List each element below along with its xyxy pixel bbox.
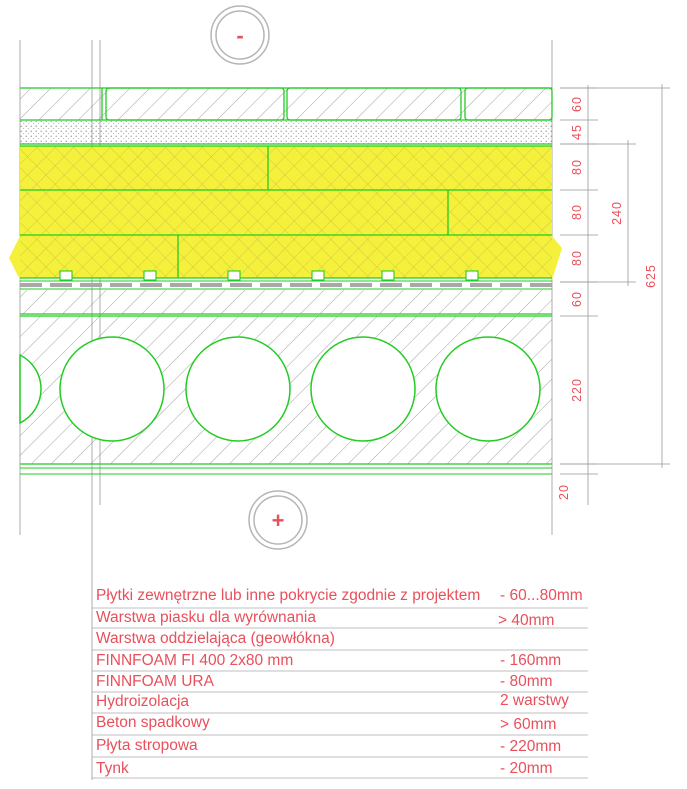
dim-ura: 80	[570, 250, 584, 266]
dim-fi-layer-2: 80	[570, 204, 584, 220]
sand-layer	[20, 121, 552, 144]
dim-slab: 220	[570, 378, 584, 402]
sloped-concrete-layer	[20, 290, 552, 314]
legend-name-finnfoam-ura: FINNFOAM URA	[96, 673, 214, 690]
legend-value-tiles: - 60...80mm	[500, 587, 583, 604]
legend-name-plaster: Tynk	[96, 760, 129, 777]
dim-plaster: 20	[557, 484, 571, 500]
dimension-labels	[557, 96, 658, 500]
tiles-layer	[20, 88, 552, 120]
legend-name-sloped-concrete: Beton spadkowy	[96, 714, 210, 731]
legend-name-sand: Warstwa piasku dla wyrównania	[96, 609, 316, 626]
insulation-layers	[9, 146, 562, 280]
legend-value-slab: - 220mm	[500, 738, 562, 755]
top-symbol-label: -	[236, 23, 244, 48]
dim-tiles: 60	[570, 96, 584, 112]
legend-value-sloped-concrete: > 60mm	[500, 716, 557, 733]
legend-value-finnfoam-ura: - 80mm	[500, 673, 553, 690]
bottom-symbol-label: +	[271, 508, 285, 533]
dim-concrete: 60	[570, 291, 584, 307]
legend-name-finnfoam-fi: FINNFOAM FI 400 2x80 mm	[96, 652, 294, 669]
dim-fi-layer-1: 80	[570, 159, 584, 175]
dim-sand: 45	[570, 124, 584, 140]
legend-value-plaster: - 20mm	[500, 760, 553, 777]
top-side-symbol	[211, 6, 269, 64]
legend-value-waterproofing: 2 warstwy	[500, 692, 569, 709]
legend-name-slab: Płyta stropowa	[96, 737, 198, 754]
hollow-core-slab	[20, 316, 552, 464]
legend-name-waterproofing: Hydroizolacja	[96, 693, 190, 710]
legend-value-finnfoam-fi: - 160mm	[500, 652, 562, 669]
legend-value-sand: > 40mm	[498, 612, 555, 629]
dim-total: 625	[644, 264, 658, 288]
legend-name-separator: Warstwa oddzielająca (geowłókna)	[96, 630, 335, 647]
dim-fi-total: 240	[610, 201, 624, 225]
legend-name-tiles: Płytki zewnętrzne lub inne pokrycie zgodnie z projektem	[96, 587, 481, 604]
bottom-side-symbol	[249, 491, 307, 549]
